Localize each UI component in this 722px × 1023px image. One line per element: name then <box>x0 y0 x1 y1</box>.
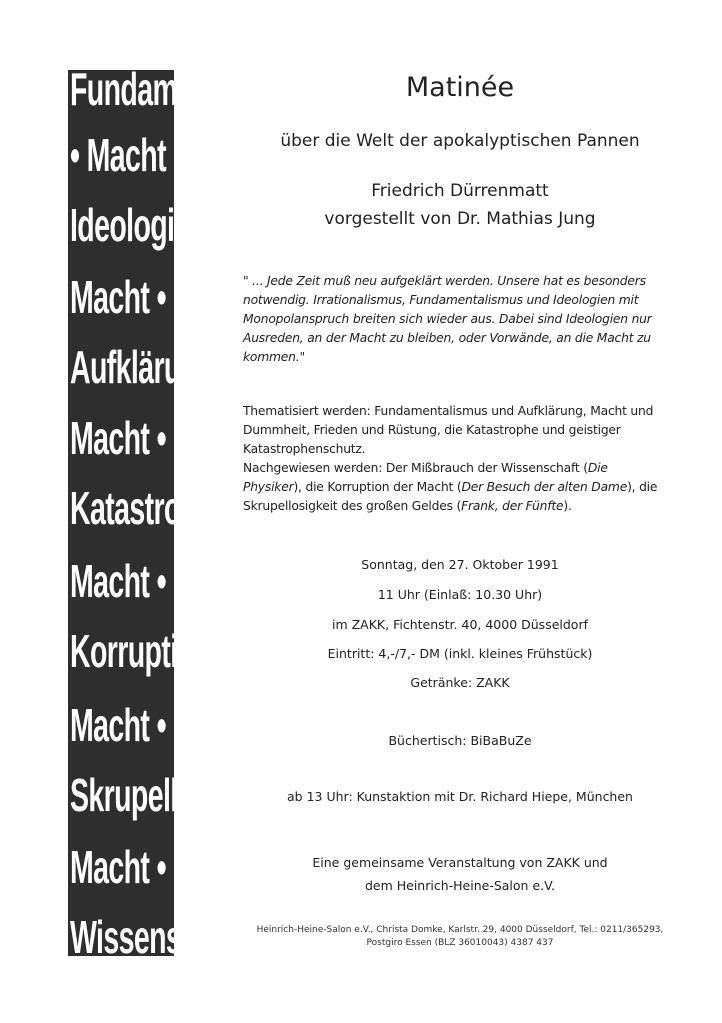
footer-line-1: Heinrich-Heine-Salon e.V., Christa Domke, Karlstr. 29, 4000 Düsseldorf, Tel.: 0211/365293, <box>256 925 664 935</box>
banner-word: Skrupello <box>70 769 195 821</box>
organizers-line-2: dem Heinrich-Heine-Salon e.V. <box>364 878 556 893</box>
presenter: vorgestellt von Dr. Mathias Jung <box>324 209 596 229</box>
event-date: Sonntag, den 27. Oktober 1991 <box>361 557 559 572</box>
evidence-text <box>243 459 668 516</box>
organizers-line-1: Eine gemeinsame Veranstaltung von ZAKK und <box>312 855 608 870</box>
event-drinks: Getränke: ZAKK <box>410 675 510 690</box>
text: ), die Skrupellosigkeit des großen Geldes ( <box>243 480 658 513</box>
quote: " ... Jede Zeit muß neu aufgeklärt werden. Unsere hat es besonders notwendig. Irrationalismus, Fundamentalismus und Ideologien mit Monopolanspruch breiten sich wieder aus. Dabei sind Ideologien nur Ausreden, an der Macht zu bleiben, oder Vorwände, an die Macht zu kommen." <box>243 274 652 364</box>
banner-word: Ideologie <box>70 199 190 251</box>
banner-word: • Macht <box>70 129 166 181</box>
book-table: Büchertisch: BiBaBuZe <box>388 733 532 748</box>
banner-word: Katastrop <box>70 482 198 534</box>
themes-paragraph <box>243 402 668 516</box>
side-banner <box>68 63 198 963</box>
banner-word: Macht • <box>70 841 166 893</box>
banner-word: Fundame <box>70 63 193 115</box>
work-title: Der Besuch der alten Dame <box>461 480 628 494</box>
author: Friedrich Dürrenmatt <box>371 181 549 201</box>
banner-word: Korruptio <box>70 625 195 677</box>
banner-word: Macht • <box>70 271 166 323</box>
art-action: ab 13 Uhr: Kunstaktion mit Dr. Richard Hiepe, München <box>287 789 633 804</box>
event-admission: Eintritt: 4,-/7,- DM (inkl. kleines Frühstück) <box>327 646 593 661</box>
banner-word: Macht • <box>70 699 166 751</box>
banner-word: Macht • <box>70 412 166 464</box>
text: ). <box>563 499 572 513</box>
text: Nachgewiesen werden: Der Mißbrauch der Wissenschaft ( <box>243 461 588 475</box>
footer-line-2: Postgiro Essen (BLZ 36010043) 4387 437 <box>366 938 554 948</box>
text: ), die Korruption der Macht ( <box>293 480 462 494</box>
work-title: Frank, der Fünfte <box>461 499 564 513</box>
themes-text: Thematisiert werden: Fundamentalismus und Aufklärung, Macht und Dummheit, Frieden und Rüstung, die Katastrophe und geistiger Katastrophenschutz. <box>243 404 654 456</box>
banner-word: Wissensc <box>70 911 197 963</box>
event-time: 11 Uhr (Einlaß: 10.30 Uhr) <box>377 587 543 602</box>
banner-word: Aufkläru <box>70 341 181 393</box>
work-title: Die Physiker <box>243 461 608 494</box>
subtitle: über die Welt der apokalyptischen Pannen <box>280 131 640 151</box>
event-venue: im ZAKK, Fichtenstr. 40, 4000 Düsseldorf <box>332 617 588 632</box>
page-title: Matinée <box>405 72 515 103</box>
banner-word: Macht • <box>70 555 166 607</box>
